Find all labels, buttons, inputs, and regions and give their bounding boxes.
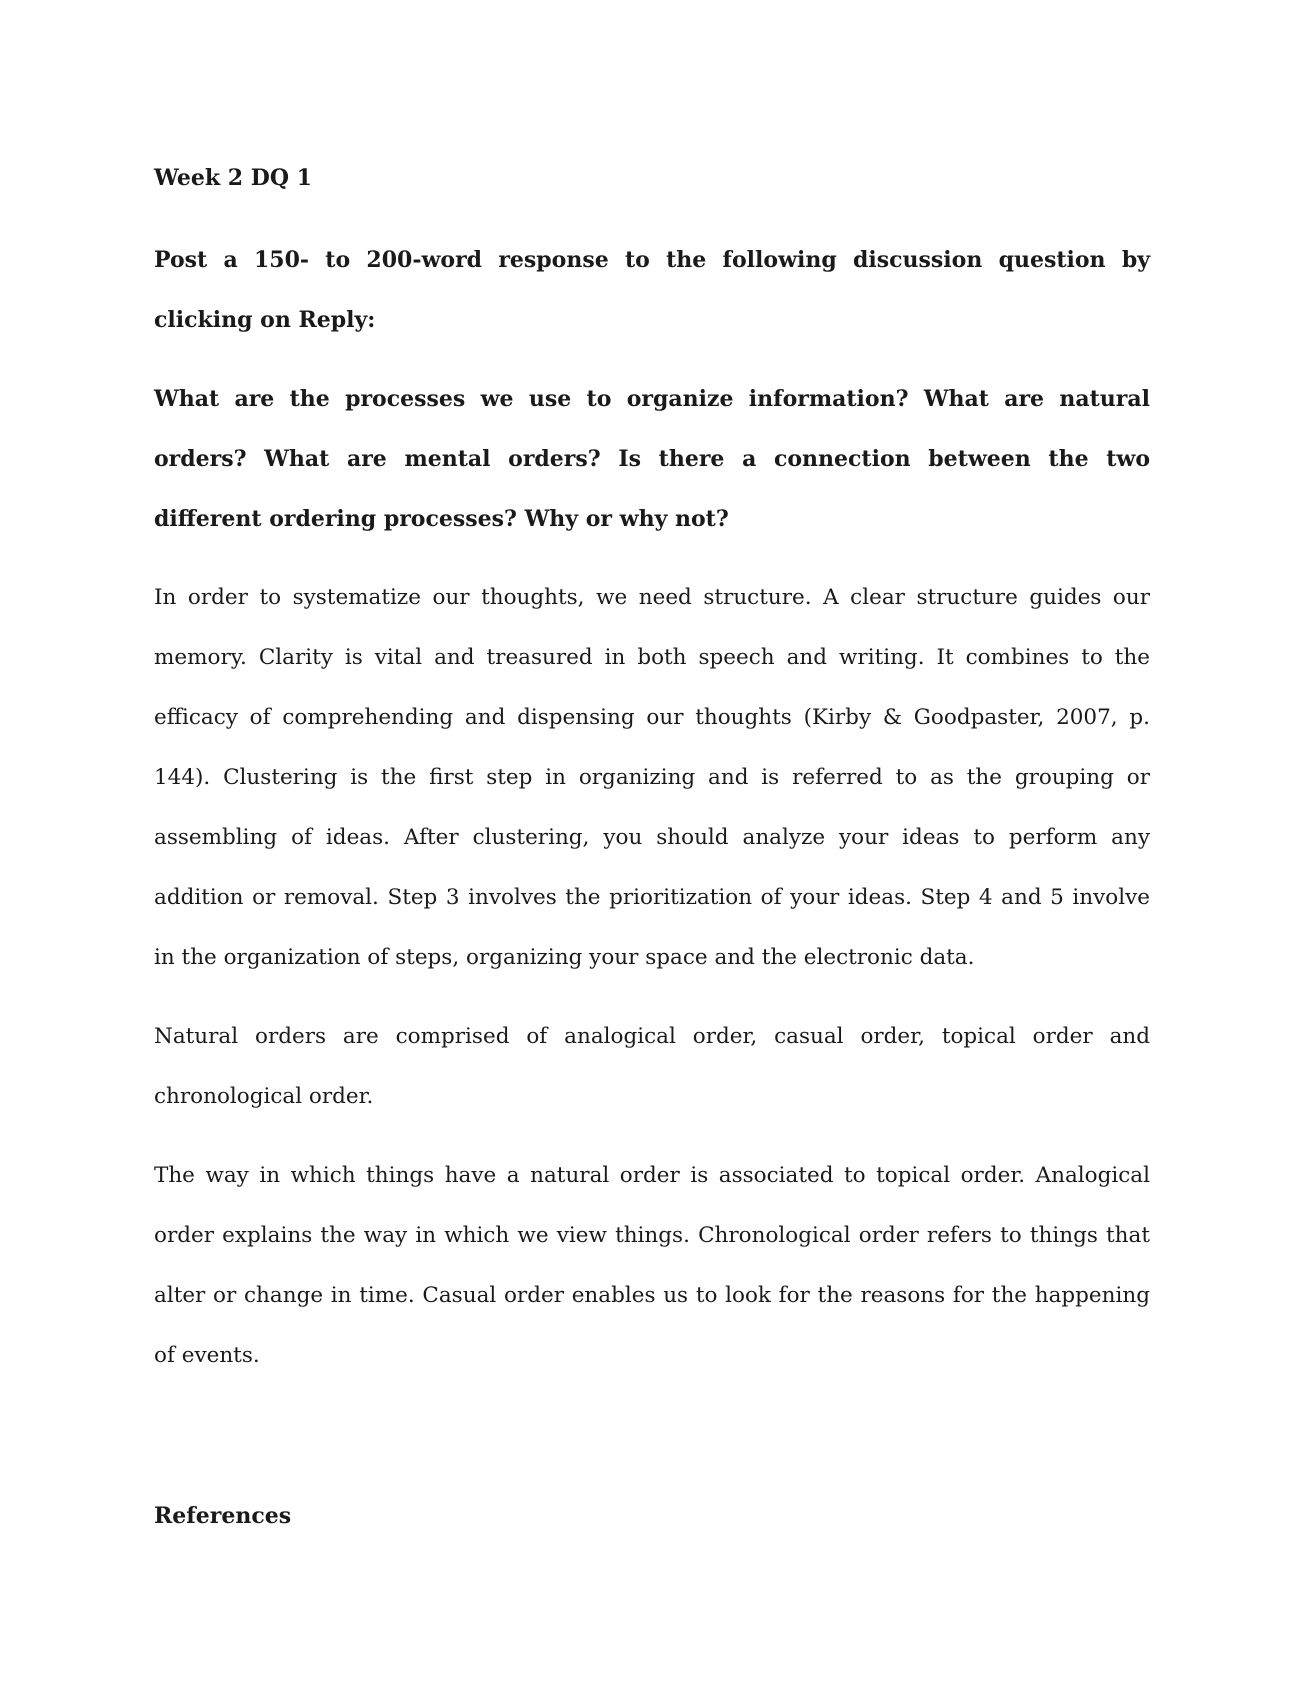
references-heading: References bbox=[154, 1503, 292, 1529]
document-page bbox=[154, 148, 1150, 1546]
body-paragraph-1: In order to systematize our thoughts, we need structure. A clear structure guides our memory. Clarity is vital and treasured in both speech and writing. It combines to the efficacy of comprehending and dispensing our thoughts (Kirby & Goodpaster, 2007, p. 144). Clustering is the first step in organizing and is referred to as the grouping or assembling of ideas. After clustering, you should analyze your ideas to perform any addition or removal. Step 3 involves the prioritization of your ideas. Step 4 and 5 involve in the organization of steps, organizing your space and the electronic data. bbox=[154, 585, 1150, 970]
body-paragraph-2: Natural orders are comprised of analogical order, casual order, topical order and chronological order. bbox=[154, 1024, 1150, 1109]
document-title: Week 2 DQ 1 bbox=[154, 165, 312, 191]
assignment-prompt: Post a 150- to 200-word response to the following discussion question by clicking on Reply: bbox=[154, 247, 1150, 333]
discussion-question: What are the processes we use to organize information? What are natural orders? What are mental orders? Is there a connection between the two different ordering processes? Why or why not? bbox=[154, 386, 1150, 532]
body-paragraph-3: The way in which things have a natural order is associated to topical order. Analogical order explains the way in which we view things. Chronological order refers to things that alter or change in time. Casual order enables us to look for the reasons for the happening of events. bbox=[154, 1163, 1150, 1368]
